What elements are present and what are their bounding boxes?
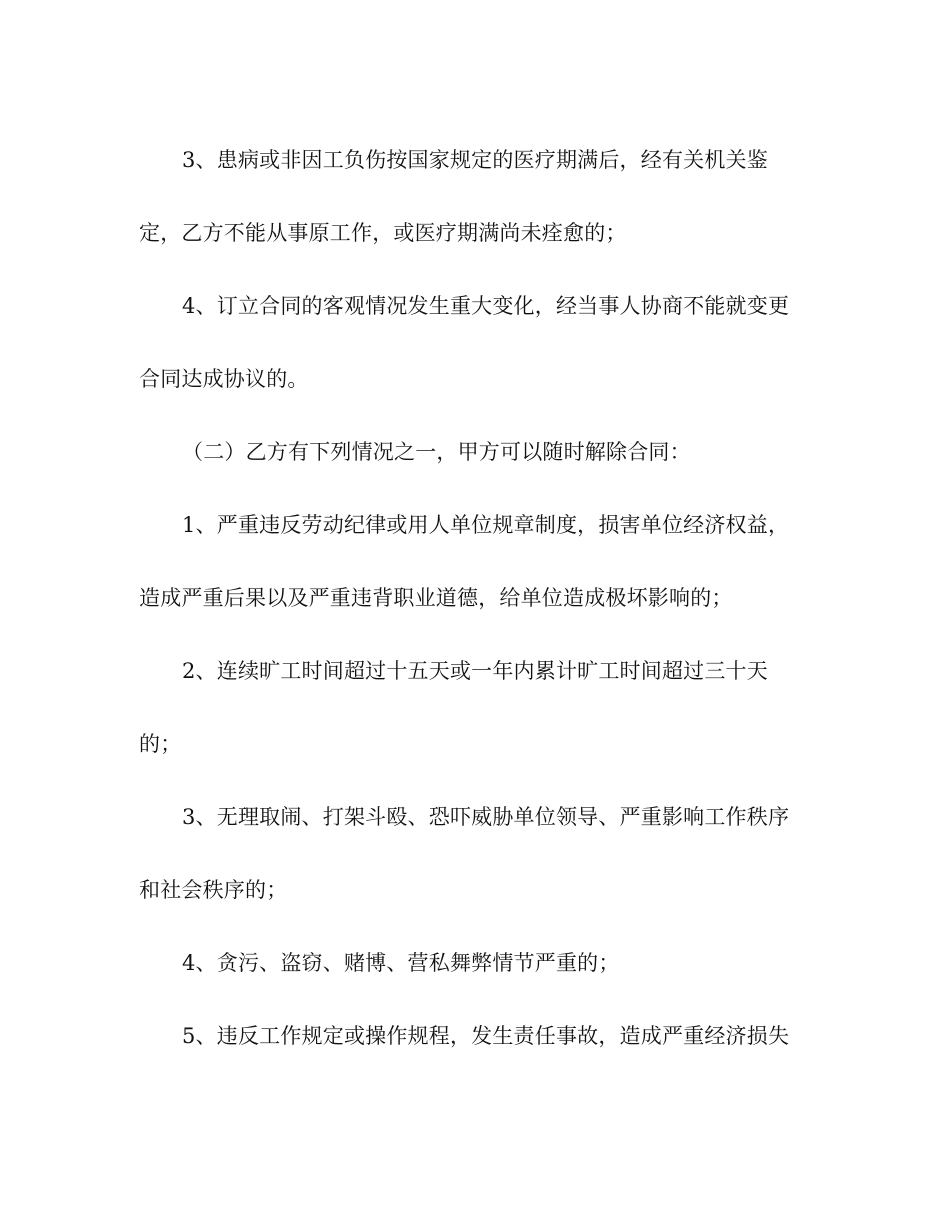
text-line: 4、订立合同的客观情况发生重大变化，经当事人协商不能就变更 (182, 294, 790, 318)
text-line: 合同达成协议的。 (139, 367, 309, 391)
text-line: 的； (139, 732, 182, 756)
text-line: （二）乙方有下列情况之一，甲方可以随时解除合同： (182, 440, 691, 464)
text-line: 5、违反工作规定或操作规程，发生责任事故，造成严重经济损失 (182, 1024, 790, 1048)
text-line: 和社会秩序的； (139, 878, 288, 902)
text-line: 2、连续旷工时间超过十五天或一年内累计旷工时间超过三十天 (182, 659, 768, 683)
text-line: 3、患病或非因工负伤按国家规定的医疗期满后，经有关机关鉴 (182, 148, 768, 172)
document-body (139, 140, 811, 1089)
text-line: 定，乙方不能从事原工作，或医疗期满尚未痊愈的； (139, 221, 627, 245)
text-line: 4、贪污、盗窃、赌博、营私舞弊情节严重的； (182, 951, 620, 975)
text-line: 1、严重违反劳动纪律或用人单位规章制度，损害单位经济权益， (182, 513, 790, 537)
text-line: 造成严重后果以及严重违背职业道德，给单位造成极坏影响的； (139, 586, 733, 610)
text-line: 3、无理取闹、打架斗殴、恐吓威胁单位领导、严重影响工作秩序 (182, 805, 790, 829)
